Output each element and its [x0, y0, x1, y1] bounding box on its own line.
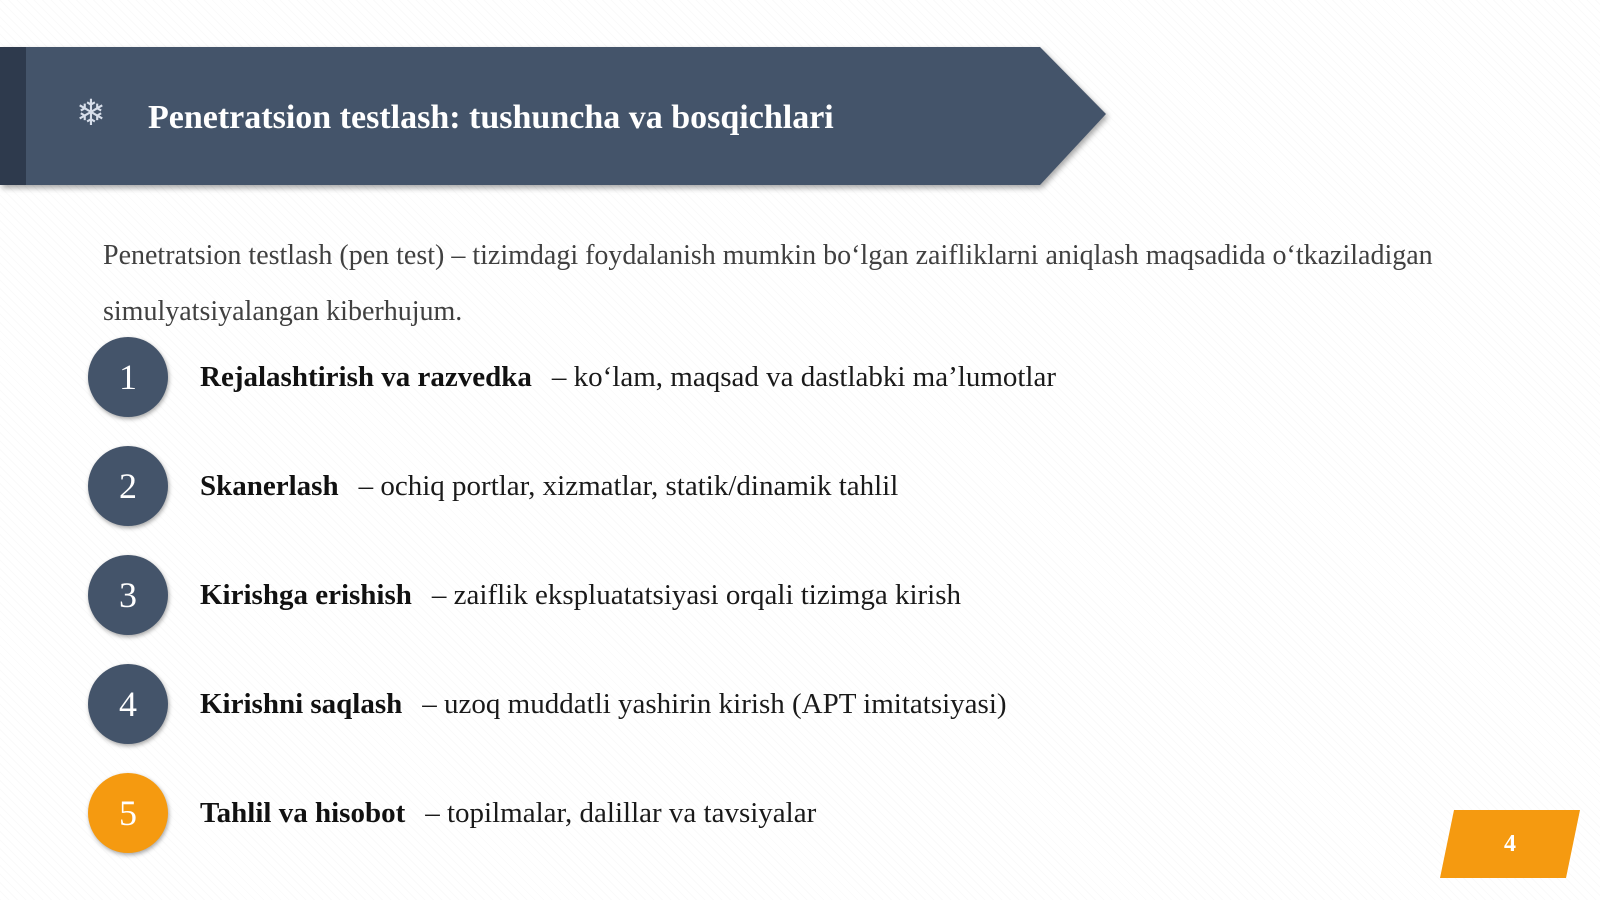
step-description: – uzoq muddatli yashirin kirish (APT imitatsiyasi) [422, 688, 1007, 720]
step-title: Rejalashtirish va razvedka [200, 361, 532, 393]
step-text [200, 464, 898, 508]
intro-paragraph: Penetratsion testlash (pen test) – tizimdagi foydalanish mumkin bo‘lgan zaifliklarni aniqlash maqsadida o‘tkaziladigan simulyatsiyalangan kiberhujum. [103, 240, 1433, 327]
step-number-badge: 5 [88, 773, 168, 853]
step-number-badge: 1 [88, 337, 168, 417]
step-title: Tahlil va hisobot [200, 797, 406, 829]
step-description: – ochiq portlar, xizmatlar, statik/dinamik tahlil [358, 470, 899, 502]
slide-title: Penetratsion testlash: tushuncha va bosqichlari [148, 99, 834, 136]
step-text [200, 791, 816, 835]
step-description: – zaiflik ekspluatatsiyasi orqali tizimga kirish [431, 579, 962, 611]
step-number-badge: 4 [88, 664, 168, 744]
step-text [200, 355, 1056, 399]
step-title: Skanerlash [200, 470, 339, 502]
step-item-4 [88, 664, 1388, 744]
step-item-3 [88, 555, 1388, 635]
step-number-badge: 2 [88, 446, 168, 526]
step-number-badge: 3 [88, 555, 168, 635]
step-title: Kirishga erishish [200, 579, 412, 611]
step-item-2 [88, 446, 1388, 526]
step-item-1 [88, 337, 1388, 417]
step-title: Kirishni saqlash [200, 688, 403, 720]
page-number-tag [1440, 810, 1580, 878]
step-text [200, 682, 1007, 726]
step-description: – ko‘lam, maqsad va dastlabki ma’lumotlar [551, 361, 1057, 393]
step-text [200, 573, 961, 617]
step-item-5 [88, 773, 1388, 853]
page-number: 4 [1504, 831, 1516, 857]
step-description: – topilmalar, dalillar va tavsiyalar [425, 797, 817, 829]
snowflake-icon: ❄ [75, 93, 107, 134]
